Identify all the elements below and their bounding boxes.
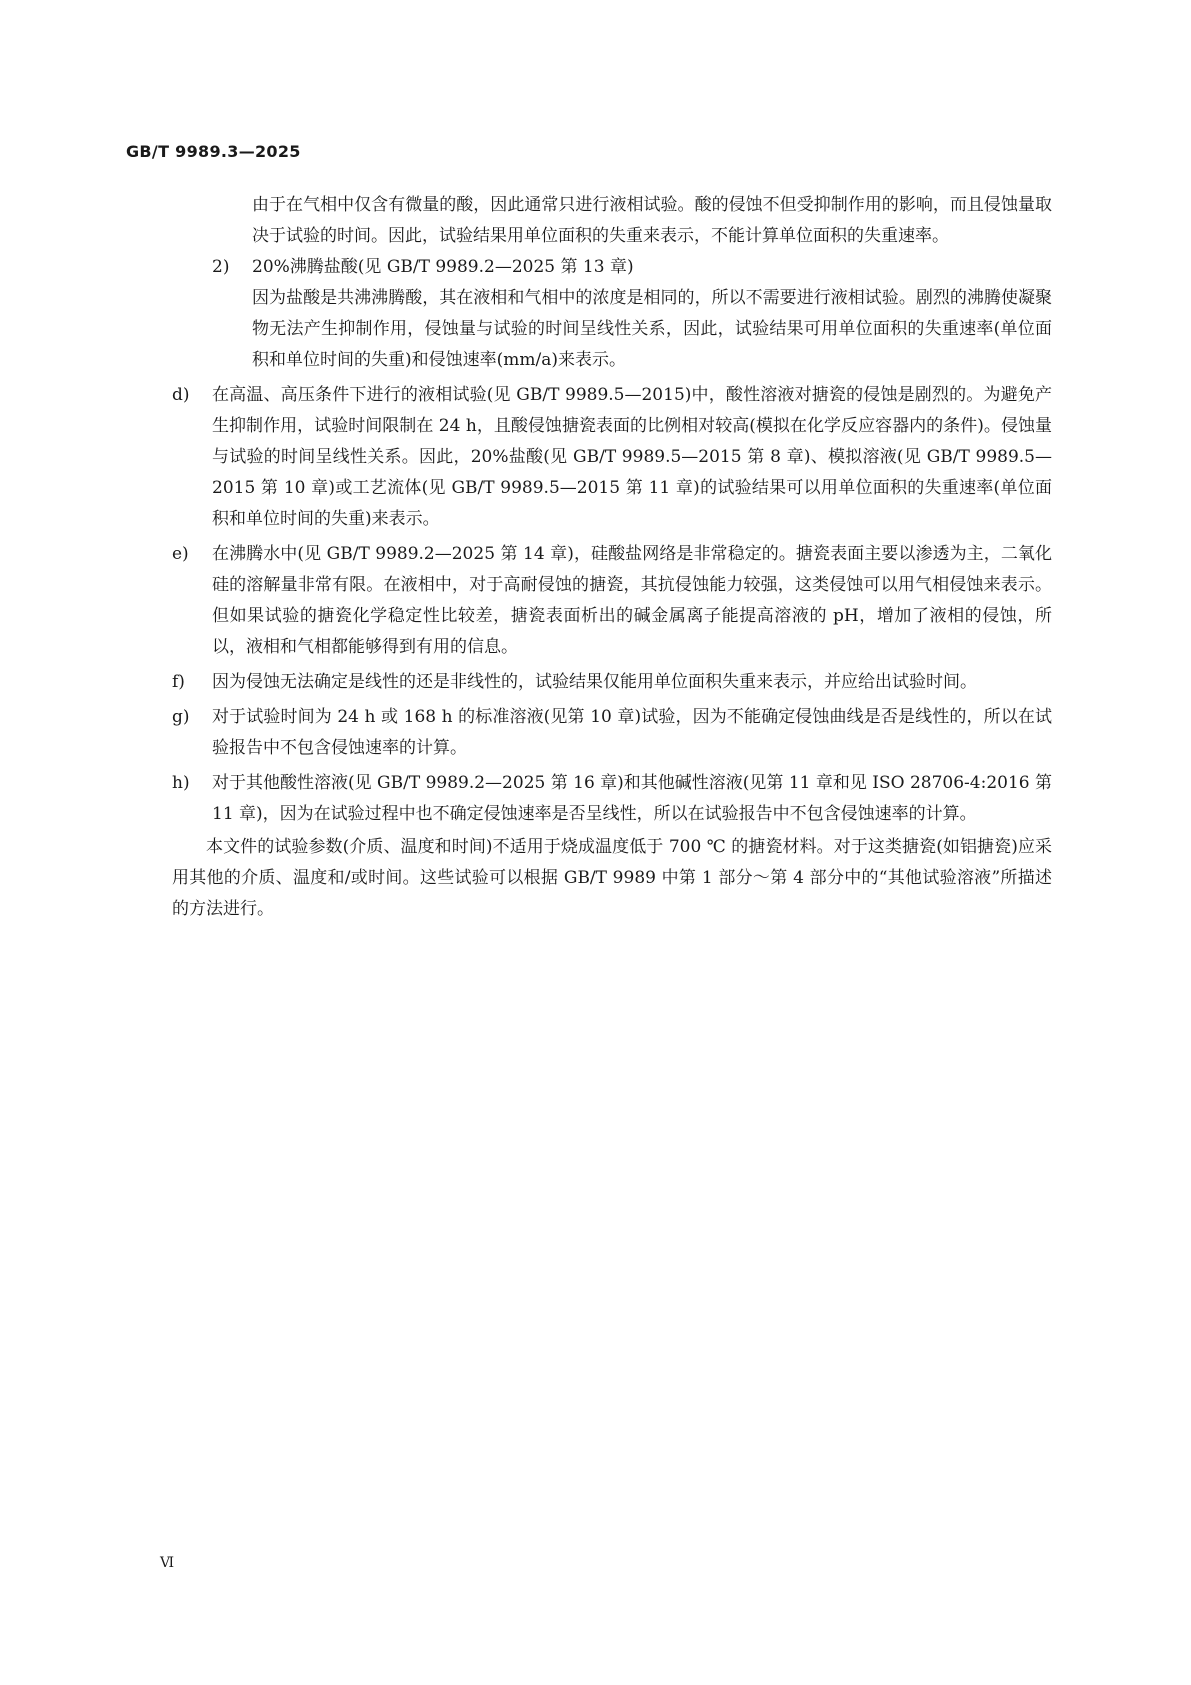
list-item-marker: e) [172, 544, 189, 564]
intro-paragraph: 由于在气相中仅含有微量的酸，因此通常只进行液相试验。酸的侵蚀不但受抑制作用的影响，而且侵蚀量取决于试验的时间。因此，试验结果用单位面积的失重来表示，不能计算单位面积的失重速率。 [252, 195, 1052, 246]
sub-item-2 [212, 252, 1052, 376]
list-item-g [172, 702, 1052, 764]
sub-item-text: 因为盐酸是共沸沸腾酸，其在液相和气相中的浓度是相同的，所以不需要进行液相试验。剧烈的沸腾使凝聚物无法产生抑制作用，侵蚀量与试验的时间呈线性关系，因此，试验结果可用单位面积的失重速率(单位面积和单位时间的失重)和侵蚀速率(mm/a)来表示。 [252, 288, 1052, 370]
list-item-marker: g) [172, 707, 190, 727]
document-body [172, 190, 1052, 925]
closing-paragraph: 本文件的试验参数(介质、温度和时间)不适用于烧成温度低于 700 ℃ 的搪瓷材料。对于这类搪瓷(如铝搪瓷)应采用其他的介质、温度和/或时间。这些试验可以根据 GB/T 9989 中第 1 部分～第 4 部分中的“其他试验溶液”所描述的方法进行。 [172, 837, 1052, 919]
list-item-d [172, 380, 1052, 535]
list-item-h [172, 768, 1052, 830]
list-item-text: 因为侵蚀无法确定是线性的还是非线性的，试验结果仅能用单位面积失重来表示，并应给出试验时间。 [212, 672, 977, 692]
list-item-f [172, 667, 1052, 698]
list-item-text: 在高温、高压条件下进行的液相试验(见 GB/T 9989.5—2015)中，酸性溶液对搪瓷的侵蚀是剧烈的。为避免产生抑制作用，试验时间限制在 24 h，且酸侵蚀搪瓷表面的比例相对较高(模拟在化学反应容器内的条件)。侵蚀量与试验的时间呈线性关系。因此，20%盐酸(见 GB/T 9989.5—2015 第 8 章)、模拟溶液(见 GB/T 9989.5—2015 第 10 章)或工艺流体(见 GB/T 9989.5—2015 第 11 章)的试验结果可以用单位面积的失重速率(单位面积和单位时间的失重)来表示。 [212, 385, 1052, 529]
list-item-marker: f) [172, 672, 185, 692]
sub-item-title: 20%沸腾盐酸(见 GB/T 9989.2—2025 第 13 章) [252, 257, 634, 277]
sub-item-marker: 2) [212, 257, 230, 277]
list-item-text: 对于试验时间为 24 h 或 168 h 的标准溶液(见第 10 章)试验，因为不能确定侵蚀曲线是否是线性的，所以在试验报告中不包含侵蚀速率的计算。 [212, 707, 1052, 758]
document-code: GB/T 9989.3—2025 [126, 142, 301, 161]
list-item-text: 在沸腾水中(见 GB/T 9989.2—2025 第 14 章)，硅酸盐网络是非常稳定的。搪瓷表面主要以渗透为主，二氧化硅的溶解量非常有限。在液相中，对于高耐侵蚀的搪瓷，其抗侵蚀能力较强，这类侵蚀可以用气相侵蚀来表示。但如果试验的搪瓷化学稳定性比较差，搪瓷表面析出的碱金属离子能提高溶液的 pH，增加了液相的侵蚀，所以，液相和气相都能够得到有用的信息。 [212, 544, 1052, 657]
page-number: Ⅵ [160, 1555, 175, 1571]
list-item-e [172, 539, 1052, 663]
list-item-marker: d) [172, 385, 190, 405]
list-item-text: 对于其他酸性溶液(见 GB/T 9989.2—2025 第 16 章)和其他碱性溶液(见第 11 章和见 ISO 28706-4:2016 第 11 章)，因为在试验过程中也不确定侵蚀速率是否呈线性，所以在试验报告中不包含侵蚀速率的计算。 [212, 773, 1053, 824]
list-item-marker: h) [172, 773, 190, 793]
